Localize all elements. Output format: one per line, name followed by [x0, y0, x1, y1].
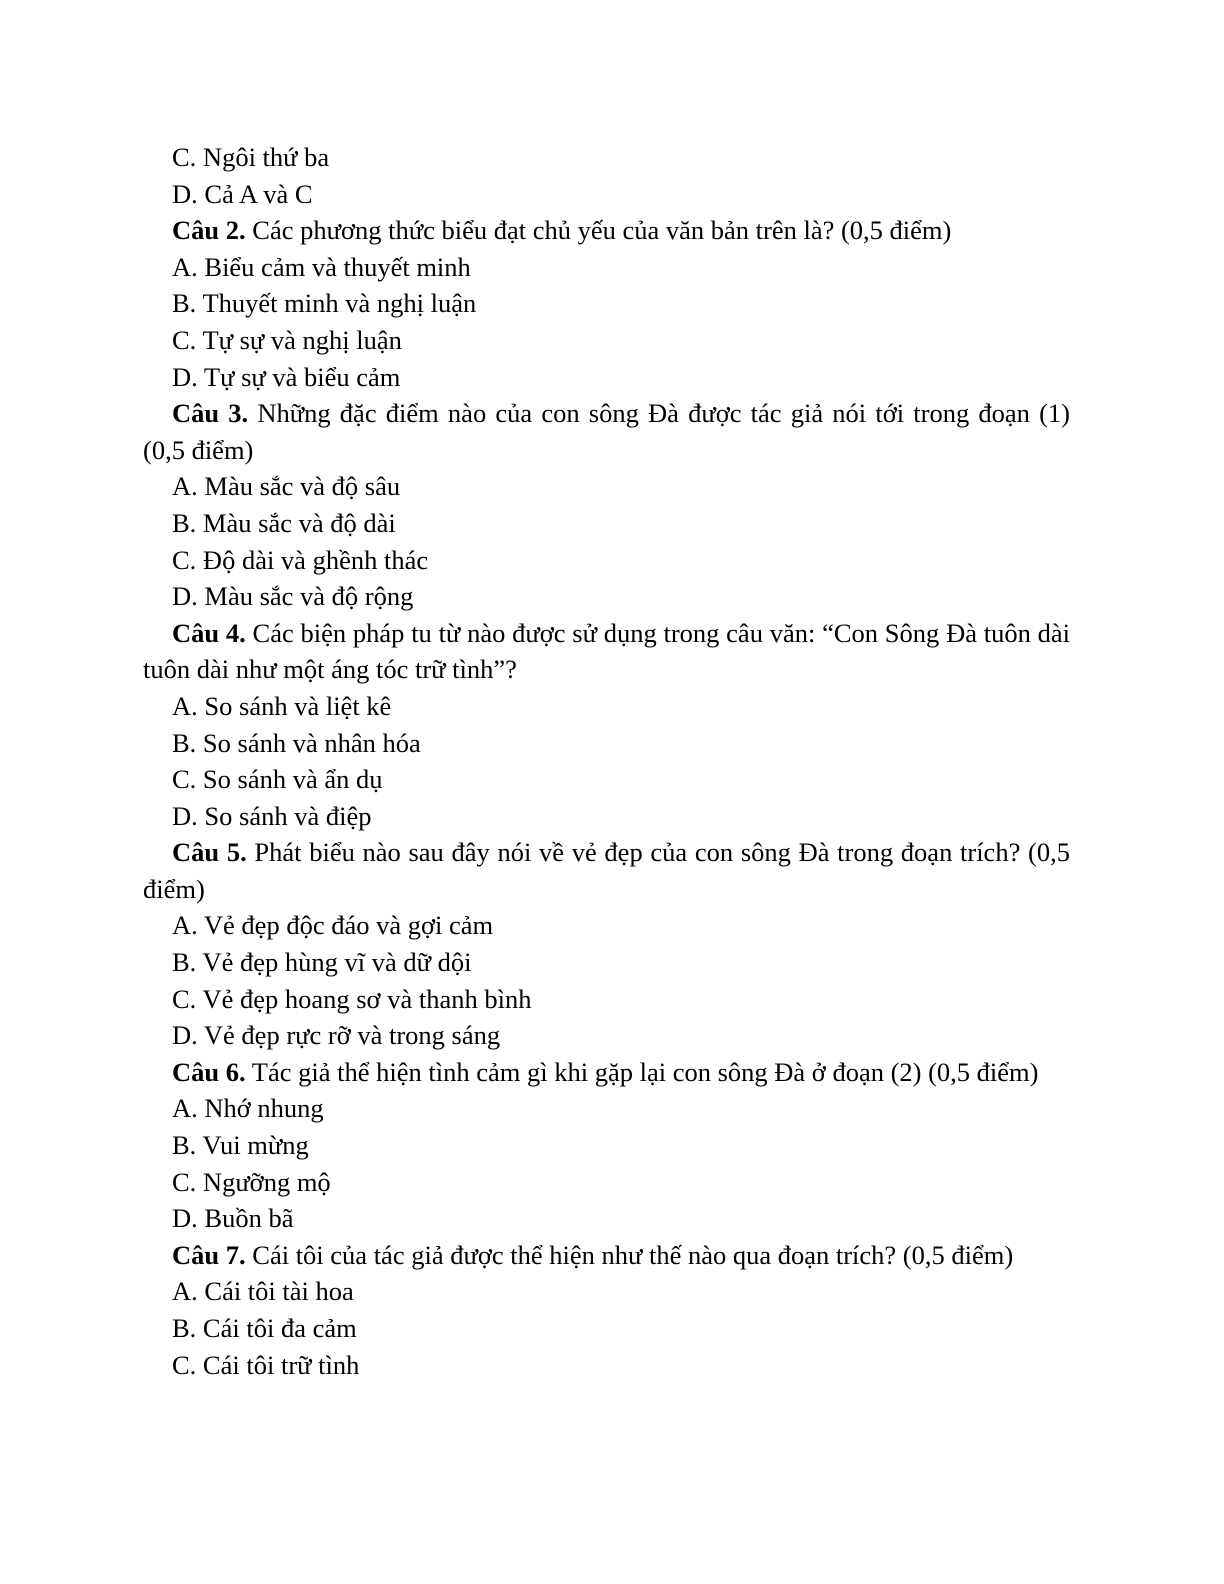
option-line: A. So sánh và liệt kê [172, 690, 392, 721]
option-line: A. Nhớ nhung [172, 1093, 324, 1124]
question-text: Cái tôi của tác giả được thể hiện như thế nào qua đoạn trích? (0,5 điểm) [245, 1239, 1014, 1270]
option-line: C. Độ dài và ghềnh thác [172, 544, 429, 575]
question-6 [143, 1054, 1070, 1091]
option-line: B. Màu sắc và độ dài [172, 507, 396, 538]
question-label: Câu 5. [172, 837, 247, 868]
question-label: Câu 3. [172, 398, 249, 429]
option-line: D. Màu sắc và độ rộng [172, 581, 414, 612]
question-3 [143, 395, 1070, 468]
option-line: B. So sánh và nhân hóa [172, 727, 421, 758]
question-text: Tác giả thể hiện tình cảm gì khi gặp lại con sông Đà ở đoạn (2) (0,5 điểm) [245, 1056, 1039, 1087]
option-line: B. Thuyết minh và nghị luận [172, 288, 477, 319]
option-line: D. Vẻ đẹp rực rỡ và trong sáng [172, 1020, 501, 1051]
option-line: D. Tự sự và biểu cảm [172, 361, 401, 392]
option-line: C. Ngôi thứ ba [172, 142, 330, 172]
option-line: B. Vui mừng [172, 1130, 309, 1161]
option-line: A. Màu sắc và độ sâu [172, 471, 401, 502]
option-line: C. Tự sự và nghị luận [172, 324, 402, 355]
question-5 [143, 834, 1070, 907]
option-line: D. Cả A và C [172, 178, 313, 209]
question-label: Câu 6. [172, 1056, 246, 1087]
question-text: Các phương thức biểu đạt chủ yếu của văn bản trên là? (0,5 điểm) [245, 215, 952, 246]
question-label: Câu 7. [172, 1239, 246, 1270]
option-line: C. So sánh và ẩn dụ [172, 764, 383, 795]
option-line: B. Vẻ đẹp hùng vĩ và dữ dội [172, 947, 472, 978]
option-line: C. Ngưỡng mộ [172, 1166, 331, 1197]
option-line: A. Vẻ đẹp độc đáo và gợi cảm [172, 910, 494, 941]
option-line: B. Cái tôi đa cảm [172, 1313, 357, 1343]
option-line: D. Buồn bã [172, 1203, 294, 1234]
question-text: Những đặc điểm nào của con sông Đà được tác giả nói tới trong đoạn (1) (0,5 điểm) [143, 398, 1070, 465]
question-4 [143, 615, 1070, 688]
option-line: D. So sánh và điệp [172, 800, 372, 831]
option-line: C. Vẻ đẹp hoang sơ và thanh bình [172, 983, 532, 1014]
question-7 [143, 1237, 1070, 1274]
question-2 [143, 212, 1070, 249]
question-label: Câu 4. [172, 617, 246, 648]
question-text: Các biện pháp tu từ nào được sử dụng trong câu văn: “Con Sông Đà tuôn dài tuôn dài như một áng tóc trữ tình”? [143, 617, 1070, 685]
option-line: A. Cái tôi tài hoa [172, 1276, 354, 1307]
document-body [143, 139, 1070, 1383]
question-text: Phát biểu nào sau đây nói về vẻ đẹp của con sông Đà trong đoạn trích? (0,5 điểm) [143, 837, 1070, 904]
option-line: C. Cái tôi trữ tình [172, 1349, 360, 1380]
question-label: Câu 2. [172, 215, 246, 246]
option-line: A. Biểu cảm và thuyết minh [172, 251, 471, 282]
